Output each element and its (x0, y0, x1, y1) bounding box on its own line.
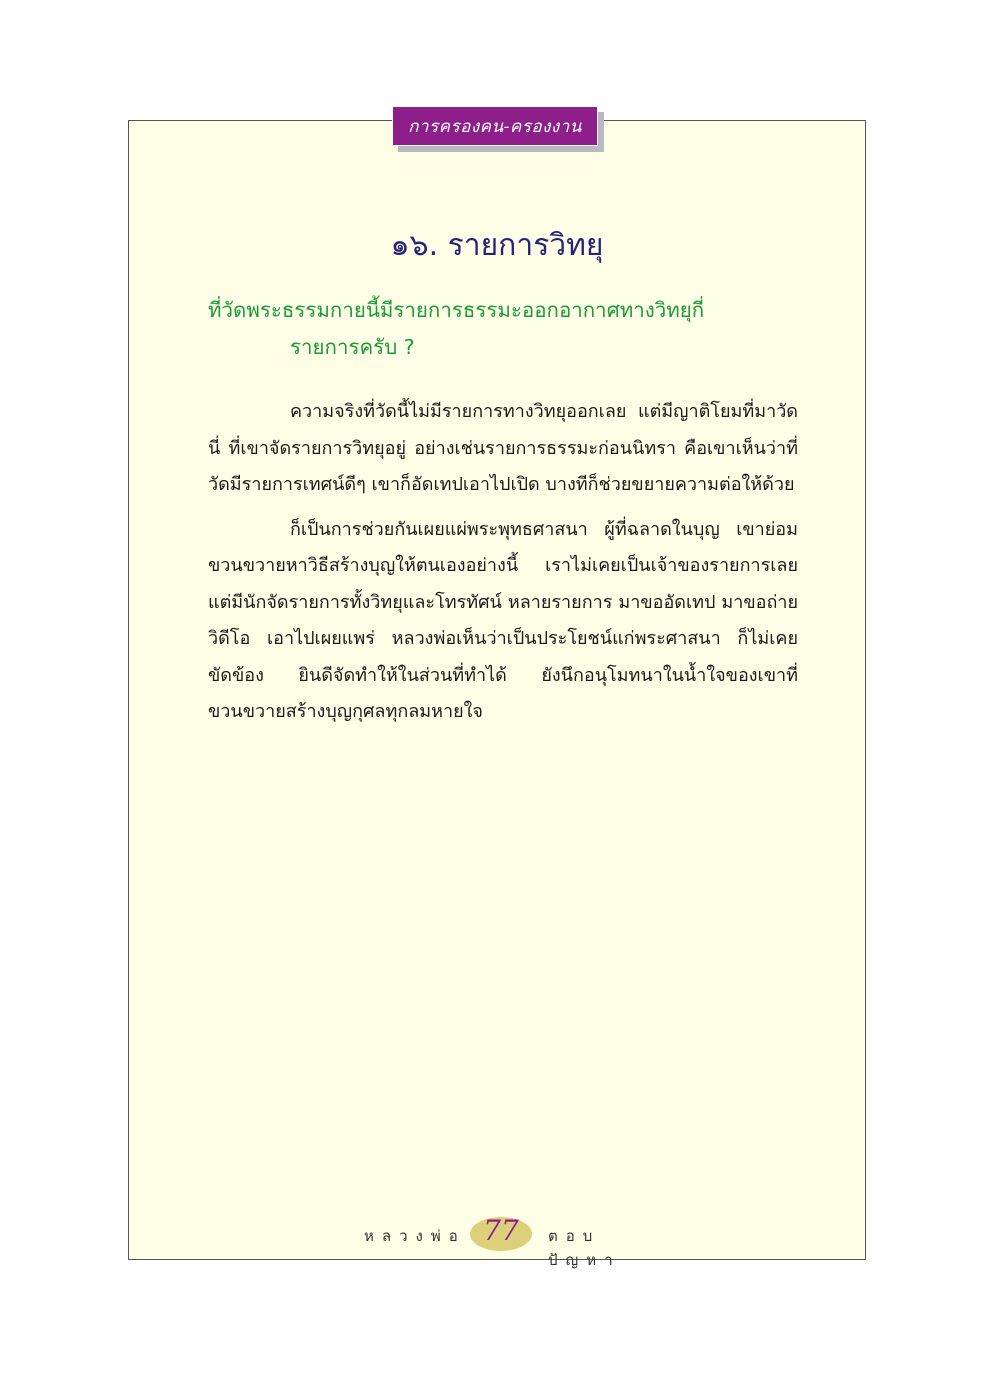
answer-paragraph-1: ความจริงที่วัดนี้ไม่มีรายการทางวิทยุออกเลย แต่มีญาติโยมที่มาวัดนี่ ที่เขาจัดรายการวิทยุอยู่ อย่างเช่นรายการธรรมะก่อนนิทรา คือเขาเห็นว่าที่วัดมีรายการเทศน์ดีๆ เขาก็อัดเทปเอาไปเปิด บางทีก็ช่วยขยายความต่อให้ด้วย (208, 401, 798, 495)
question (208, 292, 808, 366)
answer-body (208, 394, 798, 739)
question-line-2: รายการครับ ? (290, 335, 415, 359)
section-label: การครองคน-ครองงาน (408, 116, 582, 137)
chapter-title: ๑๖. รายการวิทยุ (390, 228, 604, 263)
answer-paragraph-2: ก็เป็นการช่วยกันเผยแผ่พระพุทธศาสนา ผู้ที่ฉลาดในบุญ เขาย่อมขวนขวายหาวิธีสร้างบุญให้ตนเองอย่างนี้ เราไม่เคยเป็นเจ้าของรายการเลย แต่มีนักจัดรายการทั้งวิทยุและโทรทัศน์ หลายรายการ มาขออัดเทป มาขอถ่ายวิดีโอ เอาไปเผยแพร่ หลวงพ่อเห็นว่าเป็นประโยชน์แก่พระศาสนา ก็ไม่เคยขัดข้อง ยินดีจัดทำให้ในส่วนที่ทำได้ ยังนึกอนุโมทนาในน้ำใจของเขาที่ขวนขวายสร้างบุญกุศลทุกลมหายใจ (208, 518, 798, 722)
page-number: 77 (483, 1214, 519, 1247)
question-line-1: ที่วัดพระธรรมกายนี้มีรายการธรรมะออกอากาศทางวิทยุกี่ (208, 298, 705, 322)
footer-left-text: หลวงพ่อ (364, 1227, 466, 1245)
section-header-tab (392, 106, 598, 146)
footer-right-text: ตอบปัญหา (548, 1227, 621, 1269)
page-footer (330, 1212, 670, 1269)
